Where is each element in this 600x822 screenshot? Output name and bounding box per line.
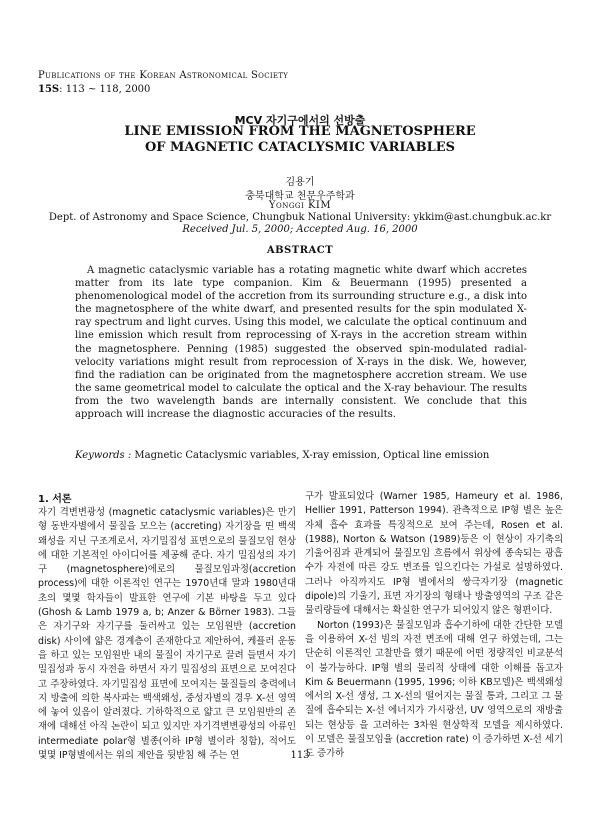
paper-title	[0, 124, 600, 156]
column-left-text: 자기 격변변광성 (magnetic cataclysmic variables)은 만기형 동반자별에서 물질을 모으는 (accreting) 자기장을 띤 백색왜성을 지닌 구조계로서, 자기밀집성 표면으로의 물질모임 현상에 대한 기본적인 아이디어를 제공해 준다. 자기 밀집성의 자기구 (magnetosphere)에로의 물질모임과정(accretion process)에 대한 이론적인 연구는 1970년대 말과 1980년대 초의 몇몇 학자들이 발표한 연구에 기본 바탕을 두고 있다 (Ghosh & Lamb 1979 a, b; Anzer & Börner 1983). 그들은 자기구와 자기구를 둘러싸고 있는 모임원반 (accretion disk) 사이에 얇은 경계층이 존재한다고 제안하여, 케플러 운동을 하고 있는 모임원반 내의 물질이 자기구로 끌려 들면서 자기밀집성과 동시 자전을 하면서 자기 밀집성의 표면으로 모여진다고 주장하였다. 자기밀집성 표면에 모여지는 물질들의 충력에너지 방출에 의한 복사파는 백색왜성, 중성자별의 경우 X-선 영역에 놓여 있음이 알려졌다. 기하학적으로 얇고 큰 모임원반의 존재에 대해선 아직 논란이 되고 있지만 자기격변변광성의 아류인 intermediate polar형 별종(이하 IP형 별이라 칭함), 적어도 몇몇 IP형별에서는 위의 제안을 뒷받침 해 주는 연	[38, 507, 296, 762]
abstract-heading: ABSTRACT	[266, 245, 334, 256]
affiliation-korean: 충북대학교 천문우주학과	[245, 191, 355, 202]
abstract-text: A magnetic cataclysmic variable has a rotating magnetic white dwarf which accretes matter from its late type companion. Kim & Beuermann (1995) presented a phenomenological model of the accretion from its surrounding structure e.g., a disk into the magnetosphere of the white dwarf, and presented results for the spin modulated X-ray spectrum and light curves. Using this model, we calculate the optical continuum and line emission which result from reprocessing of X-rays in the accretion stream within the magnetosphere. Penning (1985) suggested the observed spin-modulated radial-velocity variations might result from reprocession of X-rays in the disk. We, however, find the radiation can be originated from the magnetosphere accretion stream. We use the same geometrical model to calculate the optical and the X-ray behaviour. The results from the two wavelength bands are internally consistent. We conclude that this approach will increase the diagnostic accuracies of the results.	[75, 265, 527, 421]
keywords-text: Magnetic Cataclysmic variables, X-ray emission, Optical line emission	[134, 450, 490, 461]
column-right	[305, 490, 563, 762]
journal-volume	[38, 84, 150, 95]
korean-title: MCV 자기구에서의 선방출	[234, 114, 366, 127]
page-number: 113	[290, 750, 310, 761]
keywords-label: Keywords :	[75, 450, 132, 461]
column-right-para-2: Norton (1993)은 물질모임과 흡수기하에 대한 간단한 모델을 이용하여 X-선 빔의 자전 변조에 대해 연구 하였는데, 그는 단순히 이론적인 고찰만을 했기 때문에 어떤 정량적인 비교분석이 불가능하다. IP형 별의 물리적 상태에 대한 이해를 돕고자 Kim & Beuermann (1995, 1996; 이하 KB모델)은 백색왜성에서의 X-선 생성, 그 X-선의 떨어지는 물질 통과, 그리고 그 물질에 흡수되는 X-선 에너지가 가시광선, UV 영역으로의 재방출되는 현상등 을 고려하는 3차원 현상학적 모델을 제시하였다. 이 모델은 물질모임율 (accretion rate) 이 증가하면 X-선 세기도 증가하	[305, 619, 563, 760]
affiliation-english: Dept. of Astronomy and Space Science, Chungbuk National University: ykkim@ast.chungbuk.ac.kr	[48, 212, 552, 223]
section-heading: 1. 서론	[38, 494, 72, 505]
column-right-para-1: 구가 발표되었다 (Warner 1985, Hameury et al. 1986, Hellier 1991, Patterson 1994). 관측적으로 IP형 별은 높은 자체 흡수 효과를 특징적으로 보여 주는데, Rosen et al. (1988), Norton & Watson (1989)등은 이 현상이 자기축의 기울어짐과 관계되어 물질모임 흐름에서 위상에 종속되는 광흡수가 자전에 따른 강도 변조를 일으킨다는 가설로 설명하였다. 그러나 아직까지도 IP형 별에서의 쌍극자기장 (magnetic dipole)의 기울기, 표면 자기장의 형태나 방출영역의 구조 같은 물리량들에 대해서는 확실한 연구가 되어있지 않은 형편이다.	[305, 491, 563, 617]
received-dates: Received Jul. 5, 2000; Accepted Aug. 16, 2000	[182, 224, 418, 235]
volume-number: 15S	[38, 84, 60, 95]
keywords	[75, 450, 489, 461]
author-english: Yonggi KIM	[268, 200, 332, 211]
volume-pages: : 113 ~ 118, 2000	[59, 84, 151, 95]
title-line-2: OF MAGNETIC CATACLYSMIC VARIABLES	[144, 140, 456, 155]
title-line-1: LINE EMISSION FROM THE MAGNETOSPHERE	[124, 124, 476, 139]
author-korean: 김용기	[285, 177, 315, 188]
journal-name: Publications of the Korean Astronomical Society	[38, 70, 289, 81]
